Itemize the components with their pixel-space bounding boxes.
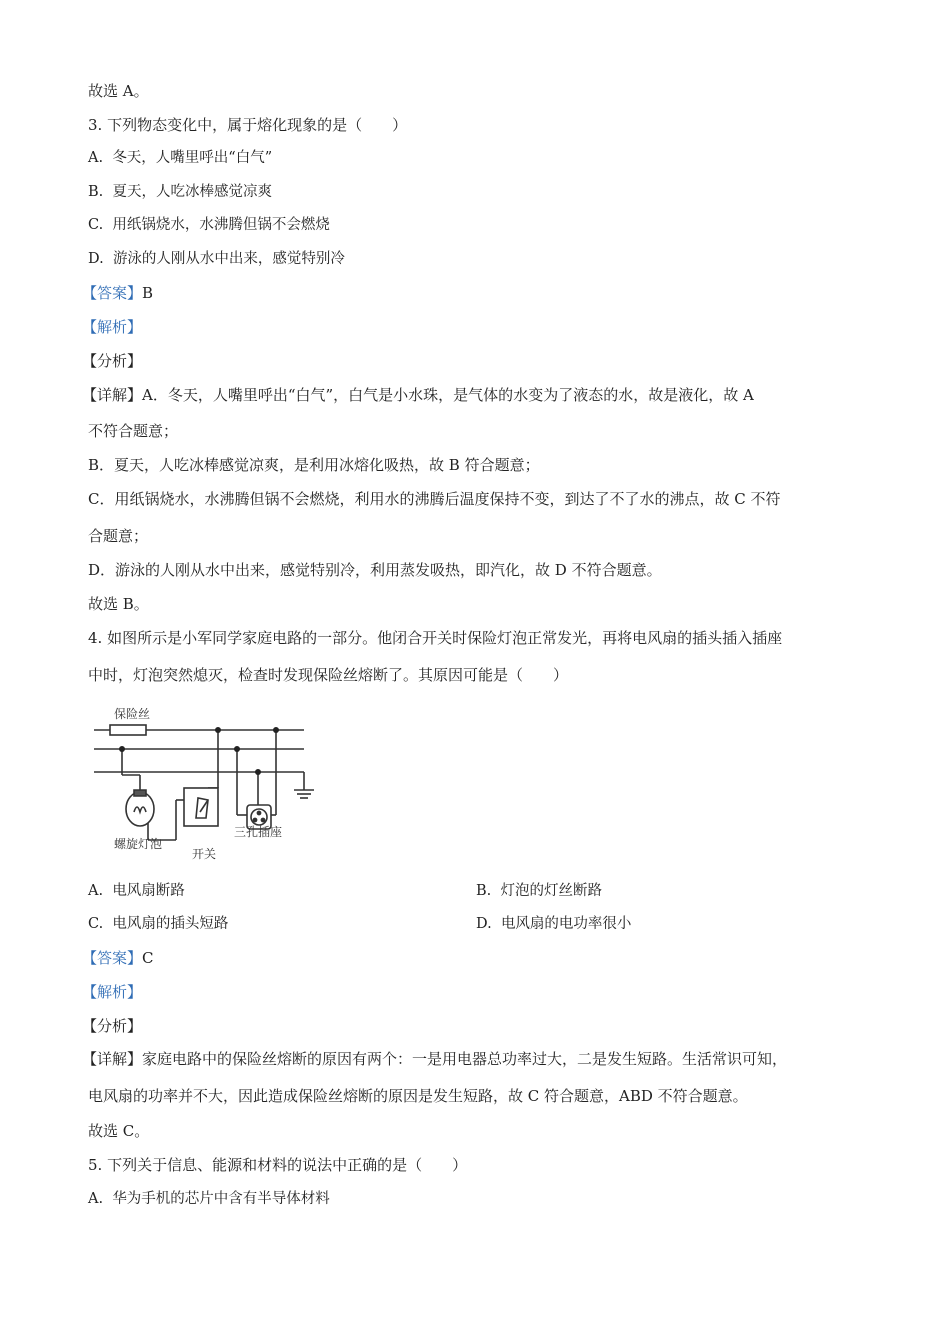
switch-icon: [184, 788, 218, 826]
junction-dot: [255, 769, 261, 775]
junction-dot: [215, 727, 221, 733]
option-letter: A.: [88, 1191, 104, 1207]
option-a: [88, 1189, 330, 1209]
fenxi-label: 【分析】: [82, 1017, 143, 1035]
socket-label: 三孔插座: [234, 825, 283, 839]
detail-line: [82, 1049, 787, 1069]
option-d: [476, 914, 631, 934]
detail-line: [82, 385, 754, 405]
bulb-icon: [126, 792, 154, 826]
bulb-label: 螺旋灯泡: [114, 837, 163, 851]
option-b: [88, 182, 272, 202]
fenxi-label: 【分析】: [82, 352, 143, 370]
option-letter: B.: [88, 184, 104, 200]
option-letter: B.: [476, 883, 492, 899]
question-5: [88, 1155, 467, 1175]
detail-line: 不符合题意；: [88, 422, 179, 440]
option-letter: C.: [88, 217, 104, 233]
circuit-svg: [92, 700, 332, 865]
question-number: 5.: [88, 1156, 103, 1174]
question-4: [88, 628, 782, 648]
answer-value: C: [142, 949, 154, 967]
option-text: 夏天，人吃冰棒感觉凉爽: [112, 184, 272, 200]
option-text: 游泳的人刚从水中出来，感觉特别冷: [112, 251, 345, 267]
detail-line: B．夏天，人吃冰棒感觉凉爽，是利用冰熔化吸热，故 B 符合题意；: [88, 456, 540, 474]
option-letter: C.: [88, 916, 104, 932]
detail-line: 合题意；: [88, 527, 149, 545]
option-letter: A.: [88, 150, 104, 166]
analysis-label: 【解析】: [82, 318, 143, 336]
question-number: 3.: [88, 116, 103, 134]
answer-row: [82, 948, 154, 968]
question-stem: 下列关于信息、能源和材料的说法中正确的是（ ）: [107, 1156, 468, 1174]
answer-value: B: [142, 284, 154, 302]
option-a: [88, 148, 272, 168]
detail-text: A．冬天，人嘴里呼出“白气”，白气是小水珠，是气体的水变为了液态的水，故是液化，故 A: [142, 386, 754, 404]
option-b: [476, 881, 602, 901]
option-text: 冬天，人嘴里呼出“白气”: [112, 150, 273, 166]
question-stem: 下列物态变化中，属于熔化现象的是（ ）: [107, 116, 408, 134]
junction-dot: [273, 727, 279, 733]
option-text: 电风扇的插头短路: [112, 916, 229, 932]
conclusion: 故选 B。: [88, 595, 149, 613]
junction-dot: [234, 746, 240, 752]
option-text: 电风扇的电功率很小: [500, 916, 632, 932]
option-letter: D.: [476, 916, 492, 932]
option-text: 用纸锅烧水，水沸腾但锅不会燃烧: [112, 217, 330, 233]
analysis-label: 【解析】: [82, 983, 143, 1001]
fuse-label: 保险丝: [114, 707, 151, 721]
option-text: 电风扇断路: [112, 883, 185, 899]
question-number: 4.: [88, 629, 103, 647]
option-letter: D.: [88, 251, 104, 267]
question-stem-cont: 中时，灯泡突然熄灭，检查时发现保险丝熔断了。其原因可能是（ ）: [88, 666, 569, 684]
answer-label: 【答案】: [82, 284, 143, 302]
prev-conclusion: 故选 A。: [88, 82, 149, 100]
option-text: 灯泡的灯丝断路: [500, 883, 602, 899]
detail-line: C．用纸锅烧水，水沸腾但锅不会燃烧，利用水的沸腾后温度保持不变，到达了不了水的沸点，故 C 不符: [88, 490, 781, 508]
answer-row: [82, 283, 153, 303]
option-c: [88, 215, 330, 235]
conclusion: 故选 C。: [88, 1122, 150, 1140]
option-c: [88, 914, 228, 934]
option-letter: A.: [88, 883, 104, 899]
detail-line: D．游泳的人刚从水中出来，感觉特别冷，利用蒸发吸热，即汽化，故 D 不符合题意。: [88, 561, 662, 579]
option-a: [88, 881, 185, 901]
detail-line: 电风扇的功率并不大，因此造成保险丝熔断的原因是发生短路，故 C 符合题意，ABD 不符合题意。: [88, 1087, 748, 1105]
question-3: [88, 115, 407, 135]
answer-label: 【答案】: [82, 949, 143, 967]
switch-label: 开关: [192, 847, 217, 861]
question-stem: 如图所示是小军同学家庭电路的一部分。他闭合开关时保险灯泡正常发光，再将电风扇的插头插入插座: [107, 629, 783, 647]
detail-label: 【详解】: [82, 386, 143, 404]
detail-text: 家庭电路中的保险丝熔断的原因有两个：一是用电器总功率过大，二是发生短路。生活常识可知，: [142, 1050, 788, 1068]
option-text: 华为手机的芯片中含有半导体材料: [112, 1191, 330, 1207]
detail-label: 【详解】: [82, 1050, 143, 1068]
circuit-diagram: [92, 700, 332, 865]
fuse-icon: [110, 725, 146, 735]
option-d: [88, 249, 345, 269]
junction-dot: [119, 746, 125, 752]
